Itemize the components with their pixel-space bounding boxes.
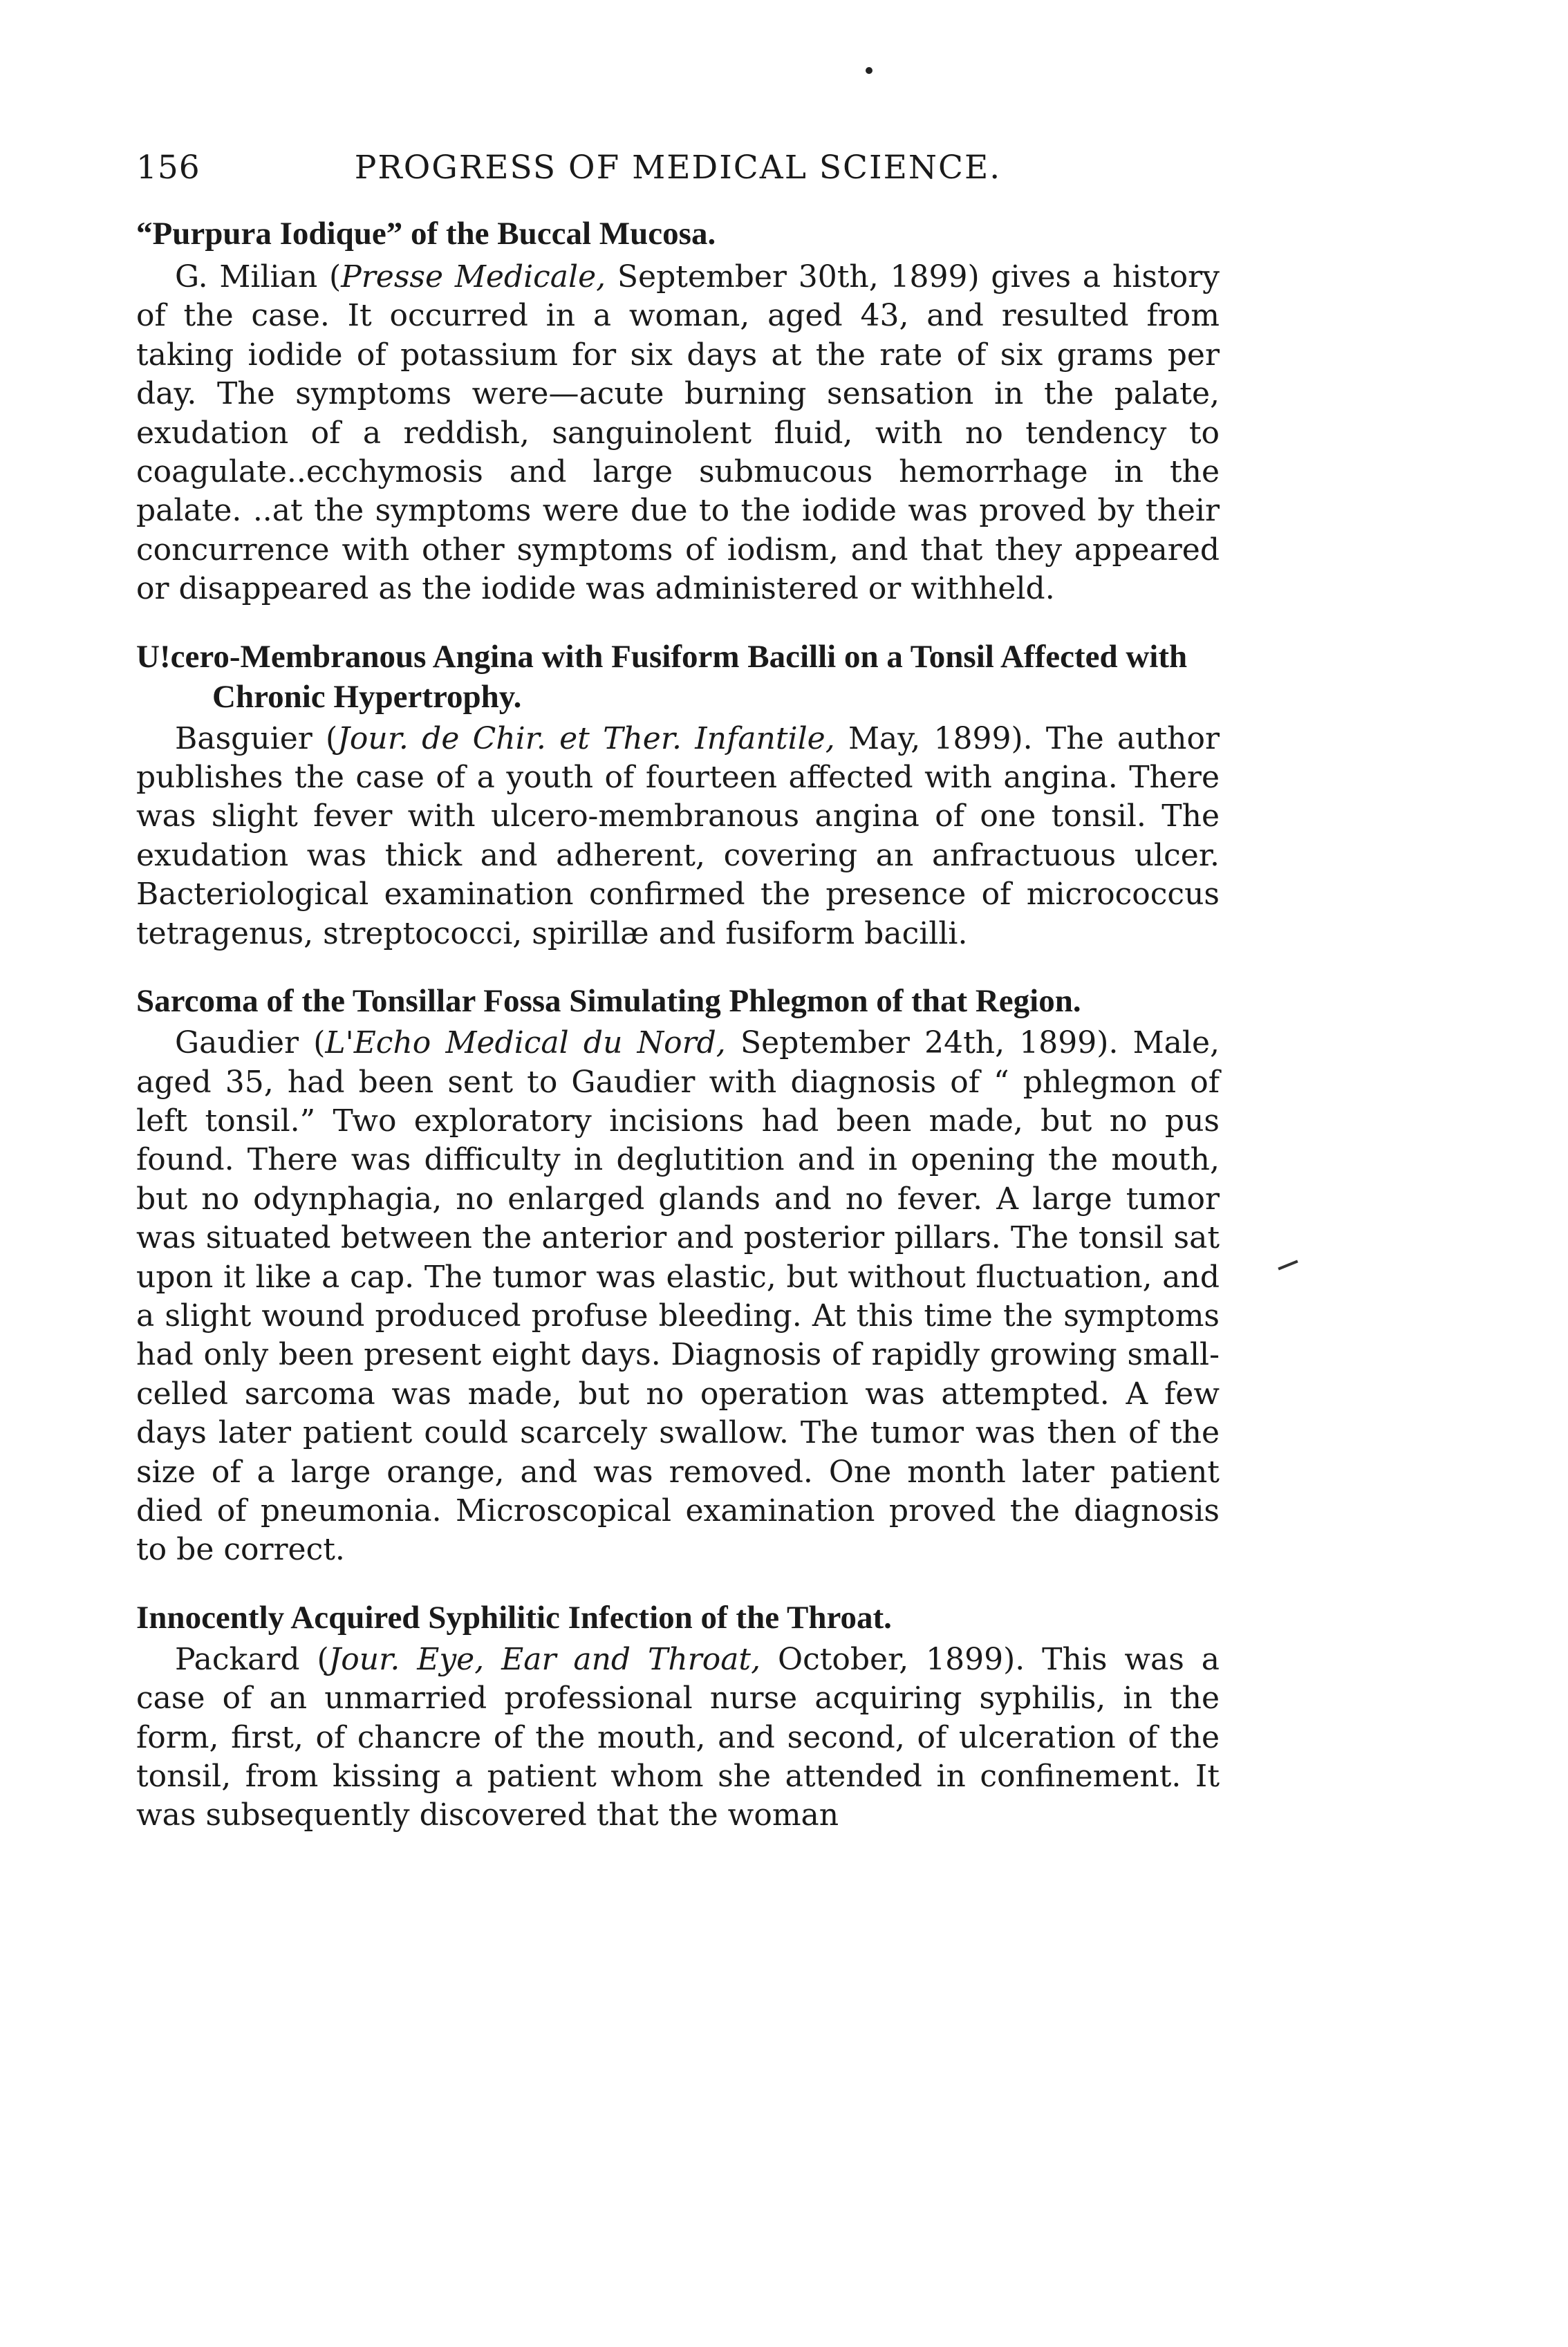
citation-source: Presse Medicale, [341,259,606,294]
page-header [136,149,1220,197]
section-body: Male, aged 35, had been sent to Gaudier with diagnosis of “ phlegmon of left tonsil.” Two exploratory incisions had been made, but no pus found. There was difficulty in deglutition and in opening the mouth, but no odynphagia, no enlarged glands and no fever. A large tumor was situated between the anterior and posterior pillars. The tonsil sat upon it like a cap. The tumor was elastic, but without fluctuation, and a slight wound produced profuse bleeding. At this time the symptoms had only been present eight days. Diagnosis of rapidly growing small-celled sarcoma was made, but no operation was attempted. A few days later patient could scarcely swallow. The tumor was then of the size of a large orange, and was removed. One month later patient died of pneumonia. Microscopical examination proved the diagnosis to be correct. [136,1025,1220,1568]
section-heading: “Purpura Iodique” of the Buccal Mucosa. [136,216,716,252]
citation-author: Gaudier [175,1025,299,1061]
citation-author: Basguier [175,720,312,756]
citation-details: October, 1899). [760,1641,1043,1677]
citation-author: G. Milian [175,259,318,294]
section-paragraph: Packard (Jour. Eye, Ear and Throat, October, 1899). This was a case of an unmarried professional nurse acquiring syphilis, in the form, first, of chancre of the mouth, and second, of ulceration of the tonsil, from kissing a patient whom she attended in confinement. It was subsequently discovered that the woman [136,1641,1220,1833]
page-speck [866,67,872,74]
citation-source: Jour. Eye, Ear and Throat, [328,1641,761,1677]
citation-details: September 24th, 1899). [725,1025,1133,1061]
page-number: 156 [136,149,200,187]
section-heading: Sarcoma of the Tonsillar Fossa Simulating Phlegmon of that Region. [136,983,1081,1020]
citation-source: L'Echo Medical du Nord, [325,1025,726,1061]
citation-details: September 30th, 1899) gives a history of the case. [136,259,1220,334]
section-body: It occurred in a woman, aged 43, and resulted from taking iodide of potassium for six days at the rate of six grams per day. The symptoms were—acute burning sensation in the palate, exudation of a reddish, sanguinolent fluid, with no tendency to coagulate..ecchymosis and large submucous hemorrhage in the palate. ..at the symptoms were due to the iodide was proved by their concurrence with other symptoms of iodism, and that they appeared or disappeared as the iodide was administered or withheld. [136,298,1220,607]
citation-author: Packard [175,1641,300,1677]
section-paragraph: Basguier (Jour. de Chir. et Ther. Infantile, May, 1899). The author publishes the case of a youth of fourteen affected with angina. There was slight fever with ulcero-membranous angina of one tonsil. The exudation was thick and adherent, covering an anfractuous ulcer. Bacteriological examination confirmed the presence of micrococcus tetragenus, streptococci, spirillæ and fusiform bacilli. [136,720,1220,951]
section-body: The author publishes the case of a youth of fourteen affected with angina. There was slight fever with ulcero-membranous angina of one tonsil. The exudation was thick and adherent, covering an anfractuous ulcer. Bacteriological examination confirmed the presence of micrococcus tetragenus, streptococci, spirillæ and fusiform bacilli. [136,720,1220,951]
citation-source: Jour. de Chir. et Ther. Infantile, [337,720,835,756]
citation-details: May, 1899). [834,720,1046,756]
section-body: This was a case of an unmarried professional nurse acquiring syphilis, in the form, first, of chancre of the mouth, and second, of ulceration of the tonsil, from kissing a patient whom she attended in confinement. It was subsequently discovered that the woman [136,1641,1220,1833]
section-heading: Innocently Acquired Syphilitic Infection of the Throat. [136,1599,892,1636]
running-title: PROGRESS OF MEDICAL SCIENCE. [354,149,1002,187]
section-heading: U!cero-Membranous Angina with Fusiform Bacilli on a Tonsil Affected with Chronic Hypertrophy. [136,638,1188,715]
section-paragraph: G. Milian (Presse Medicale, September 30th, 1899) gives a history of the case. It occurred in a woman, aged 43, and resulted from taking iodide of potassium for six days at the rate of six grams per day. The symptoms were—acute burning sensation in the palate, exudation of a reddish, sanguinolent fluid, with no tendency to coagulate..ecchymosis and large submucous hemorrhage in the palate. ..at the symptoms were due to the iodide was proved by their concurrence with other symptoms of iodism, and that they appeared or disappeared as the iodide was administered or withheld. [136,259,1220,607]
section-paragraph: Gaudier (L'Echo Medical du Nord, September 24th, 1899). Male, aged 35, had been sent to Gaudier with diagnosis of “ phlegmon of left tonsil.” Two exploratory incisions had been made, but no pus found. There was difficulty in deglutition and in opening the mouth, but no odynphagia, no enlarged glands and no fever. A large tumor was situated between the anterior and posterior pillars. The tonsil sat upon it like a cap. The tumor was elastic, but without fluctuation, and a slight wound produced profuse bleeding. At this time the symptoms had only been present eight days. Diagnosis of rapidly growing small-celled sarcoma was made, but no operation was attempted. A few days later patient could scarcely swallow. The tumor was then of the size of a large orange, and was removed. One month later patient died of pneumonia. Microscopical examination proved the diagnosis to be correct. [136,1025,1220,1568]
margin-mark [1278,1260,1298,1271]
book-page [136,149,1220,1835]
